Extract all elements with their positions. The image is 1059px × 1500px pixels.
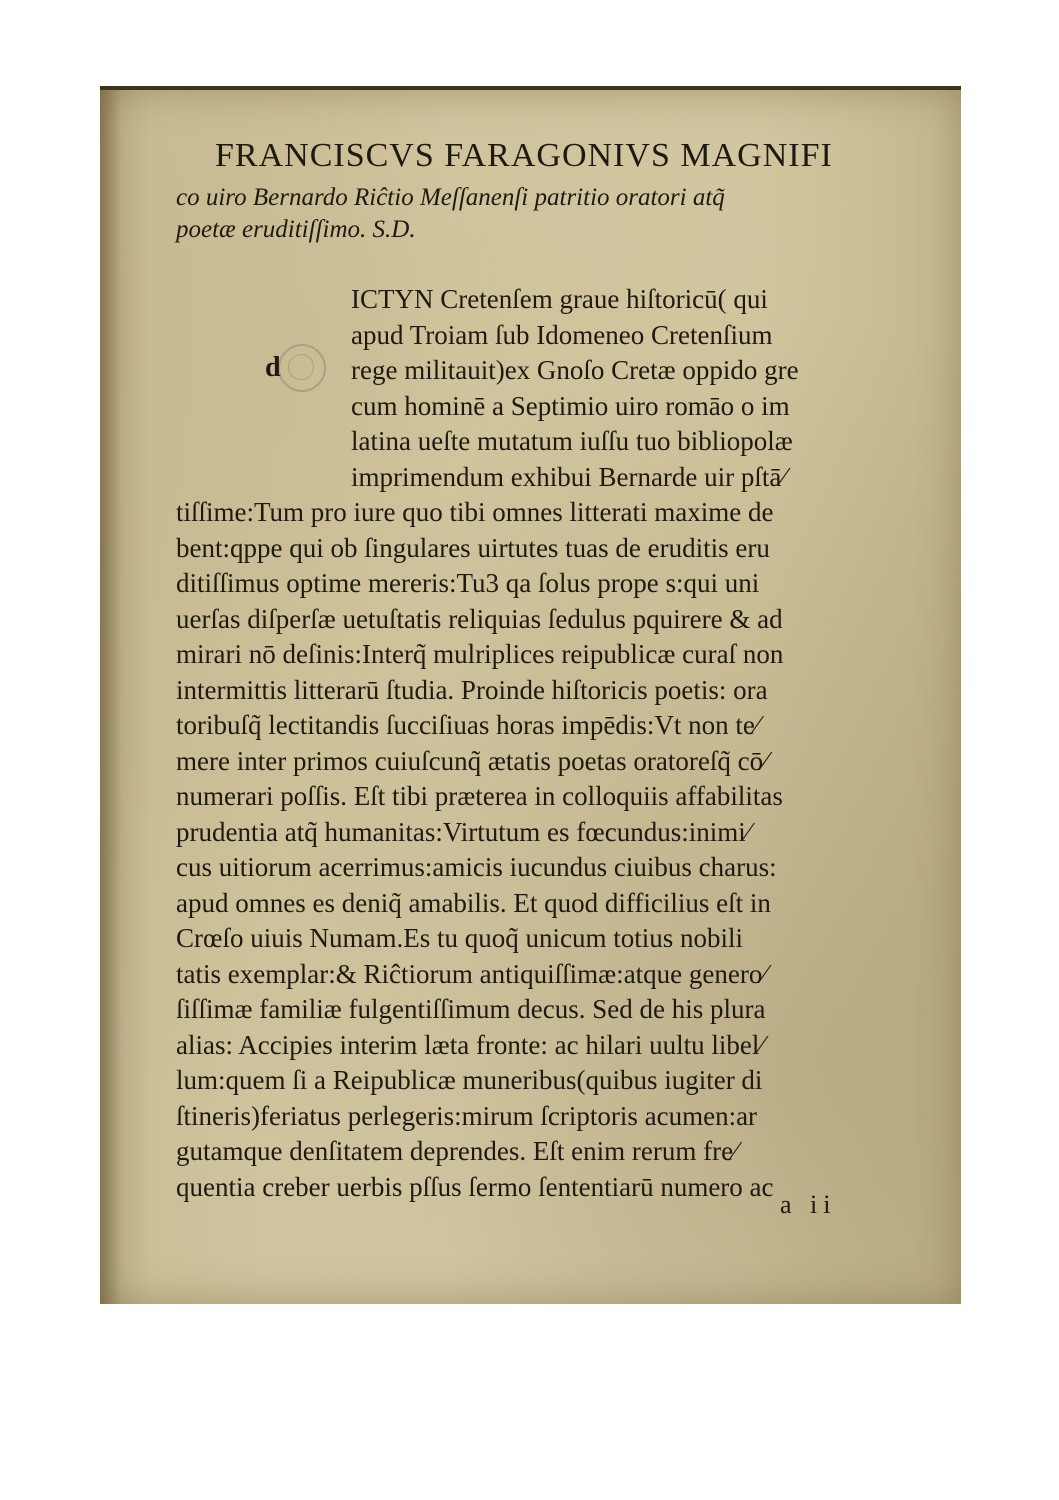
text-line: gutamque denſitatem deprendes. Eſt enim rerum fre⁄ <box>176 1136 738 1166</box>
text-line: lum:quem ſi a Reipublicæ muneribus(quibus iugiter di <box>176 1065 763 1095</box>
text-line: ſiſſimæ familiæ fulgentiſſimum decus. Sed de his plura <box>176 994 766 1024</box>
text-line: mere inter primos cuiuſcunq̃ ætatis poetas oratoreſq̃ cō⁄ <box>176 745 768 776</box>
heading-subline-1: co uiro Bernardo Riĉtio Meſſanenſi patritio oratori atq̃ <box>176 184 725 211</box>
text-line: bent:qppe qui ob ſingulares uirtutes tuas de eruditis eru <box>176 532 770 563</box>
text-line: tiſſime:Tum pro iure quo tibi omnes litterati maxime de <box>176 497 774 527</box>
book-page <box>100 86 961 1304</box>
heading-subline-2: poetæ eruditiſſimo. S.D. <box>176 216 416 243</box>
text-line: apud Troiam ſub Idomeneo Cretenſium <box>351 319 773 350</box>
text-line: numerari poſſis. Eſt tibi præterea in colloquiis affabilitas <box>176 781 783 811</box>
text-line: ſtineris)feriatus perlegeris:mirum ſcriptoris acumen:ar <box>176 1100 758 1131</box>
stamp-inner-ring <box>288 354 314 380</box>
text-line: alias: Accipies interim læta fronte: ac hilari uultu libel⁄ <box>176 1029 764 1060</box>
text-line: prudentia atq̃ humanitas:Virtutum es fœcundus:inimi⁄ <box>176 816 751 847</box>
text-line: toribuſq̃ lectitandis ſucciſiuas horas impēdis:Vt non te⁄ <box>176 710 760 740</box>
text-line: uerſas diſperſæ uetuſtatis reliquias ſedulus pquirere & ad <box>176 603 783 634</box>
text-line: mirari nō deſinis:Interq̃ mulriplices reipublicæ curaſ non <box>176 639 784 669</box>
text-line: Crœſo uiuis Numam.Es tu quoq̃ unicum totius nobili <box>176 923 743 953</box>
page-heading: FRANCISCVS FARAGONIVS MAGNIFI <box>215 137 833 174</box>
text-line: ICTYN Cretenſem graue hiſtoricū( qui <box>351 284 768 314</box>
text-line: quentia creber uerbis pſſus ſermo ſententiarū numero ac <box>176 1171 774 1202</box>
drop-cap-guide-letter: d <box>265 352 281 383</box>
text-line: imprimendum exhibui Bernarde uir pſtā⁄ <box>351 461 786 492</box>
indented-paragraph-block <box>351 282 891 495</box>
text-line: rege militauit)ex Gnoſo Cretæ oppido gre <box>351 355 799 385</box>
text-line: intermittis litterarū ſtudia. Proinde hiſtoricis poetis: ora <box>176 674 768 705</box>
text-line: tatis exemplar:& Riĉtiorum antiquiſſimæ:atque genero⁄ <box>176 958 767 989</box>
text-line: cum hominē a Septimio uiro romāo o im <box>351 390 790 421</box>
text-line: apud omnes es deniq̃ amabilis. Et quod difficilius eſt in <box>176 887 771 918</box>
signature-mark: a ii <box>780 1190 837 1219</box>
text-line: latina ueſte mutatum iuſſu tuo bibliopolæ <box>351 426 793 456</box>
text-line: ditiſſimus optime mereris:Tu3 qa ſolus prope s:qui uni <box>176 568 760 598</box>
library-stamp <box>278 344 326 392</box>
page-gutter-shadow <box>100 90 122 1304</box>
main-text-block <box>176 495 896 1205</box>
text-line: cus uitiorum acerrimus:amicis iucundus ciuibus charus: <box>176 852 777 882</box>
